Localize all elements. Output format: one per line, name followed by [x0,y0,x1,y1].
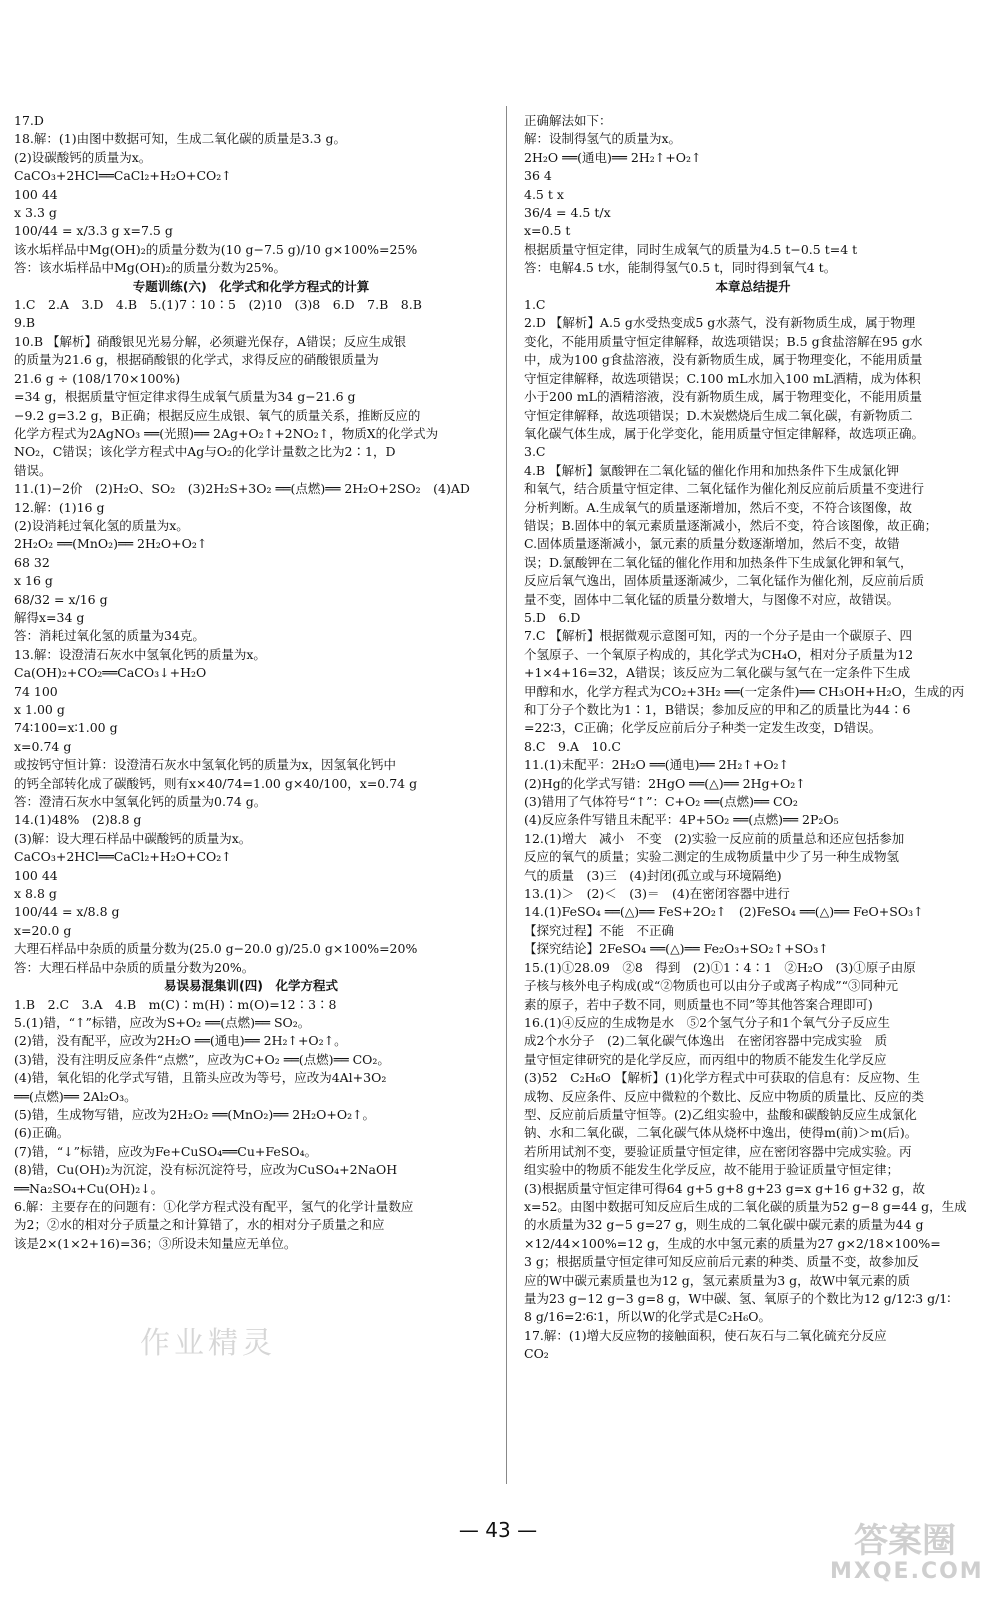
text-line: =34 g，根据质量守恒定律求得生成氧气质量为34 g−21.6 g [14,389,356,405]
text-line: 14.(1)48% (2)8.8 g [14,812,142,828]
column-divider [506,106,507,1484]
text-line: 12.(1)增大 减小 不变 (2)实验一反应前的质量总和还应包括参加 [524,830,905,846]
text-line: 100/44 = x/3.3 g x=7.5 g [14,223,173,239]
text-line: 6.解：主要存在的问题有：①化学方程式没有配平，氢气的化学计量数应 [14,1198,414,1214]
section-heading: 易误易混集训(四) 化学方程式 [164,978,338,994]
watermark-logo [830,1521,984,1584]
page-number: — 43 — [458,1518,538,1542]
text-line: 的钙全部转化成了碳酸钙，则有x×40/74=1.00 g×40/100，x=0.74 g [14,775,418,791]
watermark-logo-text: 答案圈 [854,1521,956,1561]
text-line: ×12/44×100%=12 g，生成的水中氢元素的质量为27 g×2/18×100%= [524,1235,941,1251]
text-line: 中，成为100 g食盐溶液，没有新物质生成，属于物理变化，不能用质量 [524,352,923,368]
text-line: x=52。由图中数据可知反应后生成的二氧化碳的质量为52 g−8 g=44 g，生成 [524,1198,967,1214]
text-line: (3)52 C₂H₆O 【解析】(1)化学方程式中可获取的信息有：反应物、生 [524,1070,921,1086]
text-line: 2H₂O₂ ══(MnO₂)══ 2H₂O+O₂↑ [14,536,208,552]
text-line: 组实验中的物质不能发生化学反应，故不能用于验证质量守恒定律； [524,1162,900,1178]
left-column [14,112,488,1253]
text-line: 成2个水分子 (2)二氧化碳气体逸出 在密闭容器中完成实验 质 [524,1033,888,1049]
text-line: 74∶100=x∶1.00 g [14,720,118,736]
text-line: (5)错，生成物写错，应改为2H₂O₂ ══(MnO₂)══ 2H₂O+O₂↑。 [14,1106,376,1122]
text-line: x 1.00 g [14,702,65,717]
text-line: =22∶3，C正确；化学反应前后分子种类一定发生改变，D错误。 [524,720,882,736]
text-line: C.固体质量逐渐减小，氯元素的质量分数逐渐增加，然后不变，故错 [524,536,900,552]
text-line: (2)设碳酸钙的质量为x。 [14,149,152,165]
text-line: 8.C 9.A 10.C [524,738,621,754]
text-line: 和氧气，结合质量守恒定律、二氧化锰作为催化剂反应前后质量不变进行 [524,481,925,497]
text-line: 36 4 [524,168,552,184]
text-line: 12.解：(1)16 g [14,499,105,515]
text-line: 5.D 6.D [524,609,581,625]
text-line: CaCO₃+2HCl══CaCl₂+H₂O+CO₂↑ [14,168,232,184]
text-line: 1.B 2.C 3.A 4.B m(C)∶m(H)∶m(O)=12∶3∶8 [14,996,337,1012]
text-line: 16.(1)④反应的生成物是水 ⑤2个氢气分子和1个氧气分子反应生 [524,1014,890,1030]
text-line: 1.C [524,297,546,313]
text-line: (4)反应条件写错且未配平：4P+5O₂ ══(点燃)══ 2P₂O₅ [524,812,839,828]
text-line: 量为23 g−12 g−3 g=8 g，W中碳、氢、氧原子的个数比为12 g/12∶3 g/1∶ [524,1291,951,1306]
text-line: 该水垢样品中Mg(OH)₂的质量分数为(10 g−7.5 g)/10 g×100%=25% [14,241,418,257]
text-line: 钠、水和二氧化碳，二氧化碳气体从烧杯中逸出，使得m(前)＞m(后)。 [524,1125,918,1141]
text-line: 【探究过程】不能 不正确 [524,922,675,938]
text-line: (8)错，Cu(OH)₂为沉淀，没有标沉淀符号，应改为CuSO₄+2NaOH [14,1162,398,1178]
text-line: −9.2 g=3.2 g，B正确；根据反应生成银、氧气的质量关系，推断反应的 [14,407,421,423]
text-line: 反应后氧气逸出，固体质量逐渐减少，二氧化锰作为催化剂，反应前后质 [524,573,925,589]
text-line: 100/44 = x/8.8 g [14,904,120,920]
text-line: (3)错，没有注明反应条件“点燃”，应改为C+O₂ ══(点燃)══ CO₂。 [14,1051,390,1067]
text-line: 守恒定律解释，故选项错误；D.木炭燃烧后生成二氧化碳，有新物质二 [524,407,913,423]
text-line: 和丁分子个数比为1∶1，B错误；参加反应的甲和乙的质量比为44∶6 [524,702,911,717]
text-line: 17.解：(1)增大反应物的接触面积，使石灰石与二氧化硫充分反应 [524,1327,887,1343]
text-line: 守恒定律解释，故选项错误；C.100 mL水加入100 mL酒精，成为体积 [524,370,921,386]
text-line: 18.解：(1)由图中数据可知，生成二氧化碳的质量是3.3 g。 [14,131,346,147]
text-line: 的水质量为32 g−5 g=27 g，则生成的二氧化碳中碳元素的质量为44 g [524,1217,924,1233]
text-line: 3.C [524,444,546,460]
text-line: 13.(1)＞ (2)＜ (3)＝ (4)在密闭容器中进行 [524,886,790,902]
text-line: 15.(1)①28.09 ②8 得到 (2)①1∶4∶1 ②H₂O (3)①原子由原 [524,959,916,975]
text-line: 2H₂O ══(通电)══ 2H₂↑+O₂↑ [524,149,702,165]
text-line: 或按钙守恒计算：设澄清石灰水中氢氧化钙的质量为x，因氢氧化钙中 [14,757,397,773]
text-line: 2.D 【解析】A.5 g水受热变成5 g水蒸气，没有新物质生成，属于物理 [524,315,916,331]
text-line: 分析判断。A.生成氧气的质量逐渐增加，然后不变，不符合该图像，故 [524,499,913,515]
text-line: (6)正确。 [14,1125,70,1141]
text-line: 68 32 [14,554,50,570]
text-line: 解得x=34 g [14,609,85,625]
watermark-left: 作业精灵 [140,1326,276,1361]
text-line: ══Na₂SO₄+Cu(OH)₂↓。 [14,1180,164,1196]
section-heading: 专题训练(六) 化学式和化学方程式的计算 [132,278,370,294]
text-line: 氧化碳气体生成，属于化学变化，能用质量守恒定律解释，故选项正确。 [524,425,925,441]
section-heading: 本章总结提升 [715,278,791,294]
text-line: (4)错，氧化铝的化学式写错，且箭头应改为等号，应改为4Al+3O₂ [14,1070,387,1086]
text-line: x 16 g [14,573,53,589]
text-line: CaCO₃+2HCl══CaCl₂+H₂O+CO₂↑ [14,849,232,865]
text-line: 11.(1)未配平：2H₂O ══(通电)══ 2H₂↑+O₂↑ [524,757,790,773]
text-line: 成物、反应条件、反应中微粒的个数比、反应中物质的质量比、反应的类 [524,1088,925,1104]
text-line: 1.C 2.A 3.D 4.B 5.(1)7∶10∶5 (2)10 (3)8 6.D 7.B 8.B [14,297,422,313]
text-line: 量守恒定律研究的是化学反应，而丙组中的物质不能发生化学反应 [524,1051,887,1067]
text-line: 反应的氧气的质量；实验二测定的生成物质量中少了另一种生成物氢 [524,849,900,865]
text-line: 【探究结论】2FeSO₄ ══(△)══ Fe₂O₃+SO₂↑+SO₃↑ [524,941,829,957]
text-line: 答：澄清石灰水中氢氧化钙的质量为0.74 g。 [14,794,267,810]
text-line: 答：消耗过氧化氢的质量为34克。 [14,628,205,644]
text-line: 100 44 [14,186,58,202]
right-column [524,112,982,1364]
text-line: 小于200 mL的酒精溶液，没有新物质生成，属于物理变化，不能用质量 [524,389,922,405]
text-line: 根据质量守恒定律，同时生成氧气的质量为4.5 t−0.5 t=4 t [524,241,858,257]
text-line: 5.(1)错，“↑”标错，应改为S+O₂ ══(点燃)══ SO₂。 [14,1014,311,1030]
text-line: 9.B [14,315,36,331]
text-line: 量不变，固体中二氧化锰的质量分数增大，与图像不对应，故错误。 [524,591,900,607]
text-line: (3)错用了气体符号“↑”：C+O₂ ══(点燃)══ CO₂ [524,794,798,810]
text-line: 为2；②水的相对分子质量之和计算错了，水的相对分子质量之和应 [14,1217,385,1233]
text-line: 答：大理石样品中杂质的质量分数为20%。 [14,959,255,975]
text-line: NO₂，C错误；该化学方程式中Ag与O₂的化学计量数之比为2∶1，D [14,444,396,460]
text-line: x=0.74 g [14,738,72,754]
text-line: 型、反应前后质量守恒等。(2)乙组实验中，盐酸和碳酸钠反应生成氯化 [524,1106,917,1122]
text-line: CO₂ [524,1346,549,1362]
text-line: 36/4 = 4.5 t/x [524,205,611,221]
text-line: 答：电解4.5 t水，能制得氢气0.5 t，同时得到氧气4 t。 [524,260,837,276]
text-line: 13.解：设澄清石灰水中氢氧化钙的质量为x。 [14,646,266,662]
text-line: x=20.0 g [14,922,72,938]
text-line: 68/32 = x/16 g [14,591,108,607]
text-line: 正确解法如下： [524,113,612,128]
text-line: 4.B 【解析】氯酸钾在二氧化锰的催化作用和加热条件下生成氯化钾 [524,462,900,478]
text-line: 17.D [14,113,44,128]
text-line: 11.(1)−2价 (2)H₂O、SO₂ (3)2H₂S+3O₂ ══(点燃)══ 2H₂O+2SO₂ (4)AD [14,481,470,497]
text-line: (3)解：设大理石样品中碳酸钙的质量为x。 [14,830,252,846]
text-line: x 8.8 g [14,886,57,902]
text-line: 答：该水垢样品中Mg(OH)₂的质量分数为25%。 [14,260,286,276]
text-line: x=0.5 t [524,223,571,239]
text-line: ══(点燃)══ 2Al₂O₃。 [14,1088,137,1104]
text-line: 10.B 【解析】硝酸银见光易分解，必须避光保存，A错误；反应生成银 [14,333,407,349]
text-line: 21.6 g ÷ (108/170×100%) [14,370,181,386]
text-line: 个氢原子、一个氧原子构成的，其化学式为CH₄O，相对分子质量为12 [524,646,914,662]
text-line: x 3.3 g [14,205,57,221]
text-line: 错误。 [14,462,52,478]
text-line: 14.(1)FeSO₄ ══(△)══ FeS+2O₂↑ (2)FeSO₄ ══(△)══ FeO+SO₃↑ [524,904,924,920]
text-line: 的质量为21.6 g，根据硝酸银的化学式，求得反应的硝酸银质量为 [14,352,379,368]
text-line: +1×4+16=32，A错误；该反应为二氧化碳与氢气在一定条件下生成 [524,665,911,681]
text-line: Ca(OH)₂+CO₂══CaCO₃↓+H₂O [14,665,207,681]
text-line: (2)错，没有配平，应改为2H₂O ══(通电)══ 2H₂↑+O₂↑。 [14,1033,347,1049]
text-line: 100 44 [14,867,58,883]
text-line: 解：设制得氢气的质量为x。 [524,131,682,147]
text-line: 错误；B.固体中的氧元素质量逐渐减小，然后不变，符合该图像，故正确； [524,517,938,533]
text-line: 3 g；根据质量守恒定律可知反应前后元素的种类、质量不变，故参加反 [524,1254,919,1270]
text-line: 大理石样品中杂质的质量分数为(25.0 g−20.0 g)/25.0 g×100%=20% [14,941,418,957]
text-line: 素的原子，若中子数不同，则质量也不同”等其他答案合理即可) [524,996,873,1012]
text-line: 8 g/16=2∶6∶1，所以W的化学式是C₂H₆O。 [524,1309,771,1325]
watermark-logo-url: MXQE.COM [830,1559,984,1584]
text-line: 子核与核外电子构成(或“②物质也可以由分子或离子构成”“③同种元 [524,978,899,994]
text-line: 变化，不能用质量守恒定律解释，故选项错误；B.5 g食盐溶解在95 g水 [524,333,923,349]
text-line: 应的W中碳元素质量也为12 g，氢元素质量为3 g，故W中氧元素的质 [524,1272,911,1288]
text-line: 74 100 [14,683,58,699]
text-line: 甲醇和水，化学方程式为CO₂+3H₂ ══(一定条件)══ CH₃OH+H₂O，生成的丙 [524,683,965,699]
text-line: (7)错，“↓”标错，应改为Fe+CuSO₄══Cu+FeSO₄。 [14,1143,318,1159]
text-line: 7.C 【解析】根据微观示意图可知，丙的一个分子是由一个碳原子、四 [524,628,912,644]
text-line: (3)根据质量守恒定律可得64 g+5 g+8 g+23 g=x g+16 g+32 g，故 [524,1180,925,1196]
text-line: 若所用试剂不变，要验证质量守恒定律，应在密闭容器中完成实验。丙 [524,1143,912,1159]
text-line: 4.5 t x [524,186,564,202]
text-line: 误；D.氯酸钾在二氧化锰的催化作用和加热条件下生成氯化钾和氧气， [524,554,913,570]
text-line: 化学方程式为2AgNO₃ ══(光照)══ 2Ag+O₂↑+2NO₂↑，物质X的化学式为 [14,425,439,441]
text-line: 气的质量 (3)三 (4)封闭(孤立或与环境隔绝) [524,867,782,883]
text-line: 该是2×(1×2+16)=36；③所设未知量应无单位。 [14,1235,297,1251]
text-line: (2)Hg的化学式写错：2HgO ══(△)══ 2Hg+O₂↑ [524,775,806,791]
text-line: (2)设消耗过氧化氢的质量为x。 [14,517,189,533]
